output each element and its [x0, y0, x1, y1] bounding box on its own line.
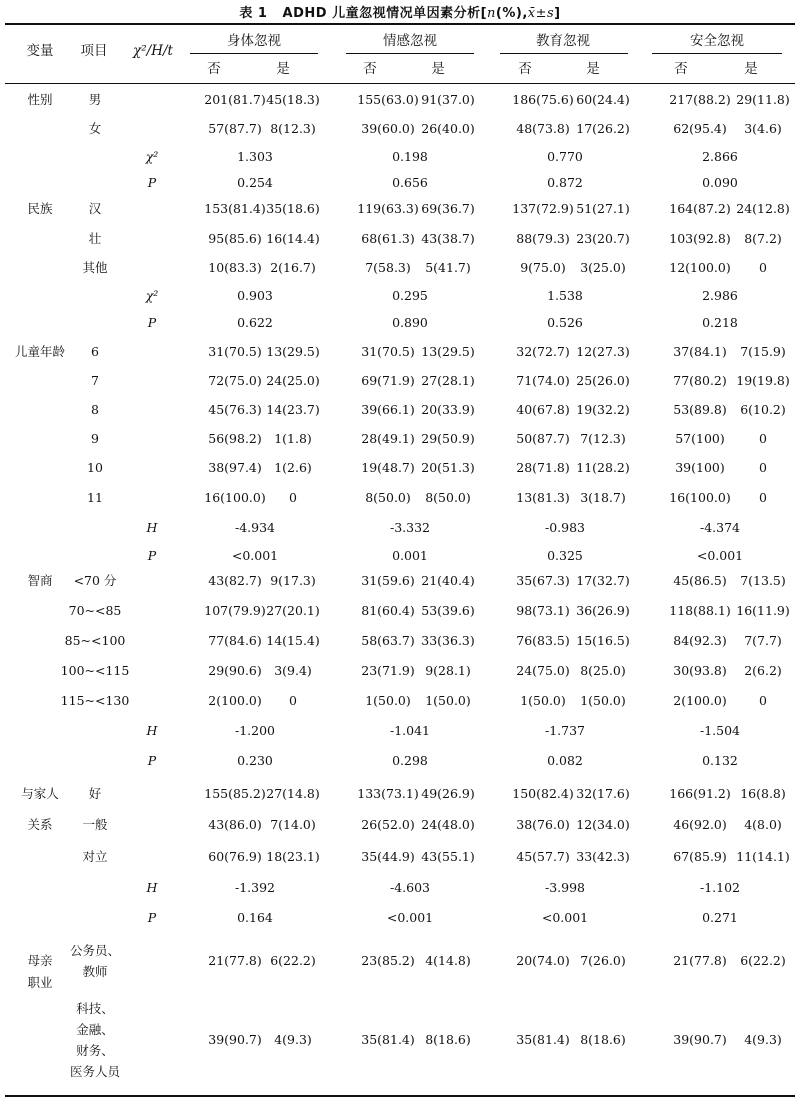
table-cell: 16(11.9): [736, 603, 790, 618]
table-cell: 48(73.8): [516, 121, 570, 136]
header-group-physical: 身体忽视: [227, 33, 281, 49]
table-cell: 21(77.8): [673, 953, 727, 968]
table-cell: 0: [759, 260, 767, 275]
table-cell: 43(55.1): [421, 849, 475, 864]
stat-value: 0.164: [237, 910, 273, 925]
table-cell: 81(60.4): [361, 603, 415, 618]
table-cell: 1(50.0): [520, 693, 566, 708]
table-cell: 53(39.6): [421, 603, 475, 618]
table-cell: 27(28.1): [421, 373, 475, 388]
stat-label: H: [146, 520, 158, 535]
table-cell: 24(25.0): [266, 373, 320, 388]
table-cell: 35(81.4): [516, 1032, 570, 1047]
item-label: 财务、: [76, 1043, 114, 1058]
table-cell: 21(40.4): [421, 573, 475, 588]
table-cell: 164(87.2): [669, 201, 731, 216]
table-cell: 88(79.3): [516, 231, 570, 246]
table-cell: 46(92.0): [673, 817, 727, 832]
stat-value: 2.986: [702, 288, 738, 303]
stat-value: -1.737: [544, 723, 586, 738]
table-cell: 38(97.4): [208, 460, 262, 475]
item-label: 100~<115: [60, 663, 130, 678]
table-cell: 28(71.8): [516, 460, 570, 475]
table-cell: 12(100.0): [669, 260, 731, 275]
table-cell: 7(15.9): [740, 344, 786, 359]
table-cell: 19(19.8): [736, 373, 790, 388]
variable-label: 智商: [27, 573, 53, 588]
header-no-4: 否: [674, 61, 688, 77]
top-rule: [5, 23, 795, 25]
item-label: 70~<85: [68, 603, 122, 618]
stat-value: 0.298: [392, 753, 428, 768]
table-cell: 60(24.4): [576, 92, 630, 107]
header-group-safety: 安全忽视: [690, 33, 744, 49]
caption-pct: (%),: [495, 6, 528, 21]
table-cell: 31(70.5): [361, 344, 415, 359]
table-cell: 17(32.7): [576, 573, 630, 588]
table-cell: 27(14.8): [266, 786, 320, 801]
stat-label: P: [147, 315, 157, 330]
table-cell: 31(70.5): [208, 344, 262, 359]
item-label: 对立: [82, 849, 108, 864]
table-cell: 16(100.0): [204, 490, 266, 505]
bottom-rule: [5, 1095, 795, 1097]
stat-value: 0.890: [392, 315, 428, 330]
group-rule-1: [190, 53, 318, 54]
item-label: 男: [88, 92, 102, 107]
table-cell: 29(50.9): [421, 431, 475, 446]
table-cell: 31(59.6): [361, 573, 415, 588]
item-label: 6: [91, 344, 99, 359]
header-variable: 变量: [26, 43, 54, 59]
item-label: 金融、: [76, 1022, 114, 1037]
table-cell: 3(18.7): [580, 490, 626, 505]
table-cell: 35(67.3): [516, 573, 570, 588]
item-label: 8: [91, 402, 99, 417]
table-cell: 0: [759, 693, 767, 708]
table-cell: 7(58.3): [365, 260, 411, 275]
table-cell: 13(29.5): [421, 344, 475, 359]
table-cell: 26(40.0): [421, 121, 475, 136]
table-cell: 69(36.7): [421, 201, 475, 216]
table-cell: 38(76.0): [516, 817, 570, 832]
variable-label: 儿童年龄: [14, 344, 66, 359]
table-cell: 137(72.9): [512, 201, 574, 216]
header-rule: [5, 83, 795, 84]
table-cell: 45(86.5): [673, 573, 727, 588]
group-rule-4: [652, 53, 782, 54]
stat-label: χ²: [145, 288, 159, 303]
table-cell: 4(14.8): [425, 953, 471, 968]
table-cell: 69(71.9): [361, 373, 415, 388]
table-cell: 19(48.7): [361, 460, 415, 475]
table-cell: 2(100.0): [673, 693, 727, 708]
variable-label: 职业: [27, 975, 53, 990]
table-cell: 217(88.2): [669, 92, 731, 107]
stat-value: 0.271: [702, 910, 738, 925]
table-cell: 1(1.8): [274, 431, 312, 446]
item-label: <70 分: [73, 573, 117, 588]
header-no-3: 否: [518, 61, 532, 77]
item-label: 教师: [82, 964, 108, 979]
stat-label: P: [147, 753, 157, 768]
table-cell: 2(16.7): [270, 260, 316, 275]
stat-value: 1.538: [547, 288, 583, 303]
table-cell: 103(92.8): [669, 231, 731, 246]
table-cell: 6(22.2): [740, 953, 786, 968]
stat-value: -3.998: [544, 880, 586, 895]
variable-label: 母亲: [27, 953, 53, 968]
stat-label: H: [146, 723, 158, 738]
item-label: 医务人员: [69, 1064, 121, 1079]
table-cell: 35(44.9): [361, 849, 415, 864]
item-label: 一般: [82, 817, 108, 832]
table-cell: 45(18.3): [266, 92, 320, 107]
table-cell: 9(75.0): [520, 260, 566, 275]
table-cell: 91(37.0): [421, 92, 475, 107]
variable-label: 关系: [27, 817, 53, 832]
table-cell: 9(28.1): [425, 663, 471, 678]
group-rule-3: [500, 53, 628, 54]
table-cell: 33(36.3): [421, 633, 475, 648]
table-cell: 67(85.9): [673, 849, 727, 864]
table-cell: 43(82.7): [208, 573, 262, 588]
table-caption: ADHD 儿童忽视情况单因素分析[: [282, 6, 488, 21]
table-cell: 30(93.8): [673, 663, 727, 678]
table-cell: 17(26.2): [576, 121, 630, 136]
item-label: 115~<130: [60, 693, 130, 708]
table-cell: 107(79.9): [204, 603, 266, 618]
table-cell: 43(38.7): [421, 231, 475, 246]
table-cell: 24(12.8): [736, 201, 790, 216]
table-cell: 155(85.2): [204, 786, 266, 801]
stat-value: -1.392: [234, 880, 276, 895]
stat-label: P: [147, 175, 157, 190]
table-cell: 1(50.0): [365, 693, 411, 708]
table-cell: 37(84.1): [673, 344, 727, 359]
table-cell: 98(73.1): [516, 603, 570, 618]
table-cell: 16(100.0): [669, 490, 731, 505]
stat-value: <0.001: [541, 910, 589, 925]
item-label: 壮: [88, 231, 102, 246]
item-label: 85~<100: [64, 633, 126, 648]
table-cell: 39(66.1): [361, 402, 415, 417]
caption-mean-sd: x̄±s: [527, 6, 555, 21]
table-cell: 32(17.6): [576, 786, 630, 801]
item-label: 好: [88, 786, 102, 801]
stat-value: 0.526: [547, 315, 583, 330]
stat-value: <0.001: [231, 548, 279, 563]
stat-value: 0.622: [237, 315, 273, 330]
table-cell: 8(7.2): [744, 231, 782, 246]
table-cell: 14(23.7): [266, 402, 320, 417]
stat-label: χ²: [145, 149, 159, 164]
table-cell: 26(52.0): [361, 817, 415, 832]
table-cell: 11(14.1): [736, 849, 790, 864]
table-cell: 0: [289, 693, 297, 708]
stat-value: -1.200: [234, 723, 276, 738]
item-label: 9: [91, 431, 99, 446]
table-cell: 7(12.3): [580, 431, 626, 446]
header-yes-1: 是: [276, 61, 290, 77]
table-cell: 76(83.5): [516, 633, 570, 648]
table-cell: 21(77.8): [208, 953, 262, 968]
table-cell: 8(12.3): [270, 121, 316, 136]
table-cell: 13(29.5): [266, 344, 320, 359]
table-cell: 8(50.0): [425, 490, 471, 505]
table-cell: 16(8.8): [740, 786, 786, 801]
stat-value: 0.656: [392, 175, 428, 190]
table-cell: 0: [759, 460, 767, 475]
item-label: 其他: [82, 260, 108, 275]
stat-value: -3.332: [389, 520, 431, 535]
item-label: 公务员、: [69, 943, 121, 958]
table-cell: 0: [759, 431, 767, 446]
table-cell: 29(11.8): [736, 92, 790, 107]
header-yes-2: 是: [431, 61, 445, 77]
table-cell: 84(92.3): [673, 633, 727, 648]
stat-value: -4.934: [234, 520, 276, 535]
table-cell: 8(25.0): [580, 663, 626, 678]
table-cell: 1(50.0): [425, 693, 471, 708]
table-cell: 24(75.0): [516, 663, 570, 678]
stat-label: H: [146, 880, 158, 895]
stat-value: 0.903: [237, 288, 273, 303]
item-label: 科技、: [76, 1001, 114, 1016]
table-cell: 35(81.4): [361, 1032, 415, 1047]
stat-value: 0.001: [392, 548, 428, 563]
table-cell: 53(89.8): [673, 402, 727, 417]
stat-value: -4.603: [389, 880, 431, 895]
table-cell: 7(26.0): [580, 953, 626, 968]
table-cell: 71(74.0): [516, 373, 570, 388]
table-cell: 51(27.1): [576, 201, 630, 216]
table-cell: 186(75.6): [512, 92, 574, 107]
table-cell: 1(2.6): [274, 460, 312, 475]
table-cell: 72(75.0): [208, 373, 262, 388]
variable-label: 民族: [27, 201, 53, 216]
table-cell: 10(83.3): [208, 260, 262, 275]
table-cell: 62(95.4): [673, 121, 727, 136]
table-cell: 23(71.9): [361, 663, 415, 678]
table-cell: 45(76.3): [208, 402, 262, 417]
header-item: 项目: [80, 43, 108, 59]
table-cell: 49(26.9): [421, 786, 475, 801]
table-cell: 95(85.6): [208, 231, 262, 246]
table-cell: 20(33.9): [421, 402, 475, 417]
table-cell: 8(50.0): [365, 490, 411, 505]
variable-label: 与家人: [21, 786, 59, 801]
table-cell: 8(18.6): [425, 1032, 471, 1047]
table-cell: 9(17.3): [270, 573, 316, 588]
table-cell: 57(87.7): [208, 121, 262, 136]
stat-value: 2.866: [702, 149, 738, 164]
stat-value: -0.983: [544, 520, 586, 535]
table-cell: 43(86.0): [208, 817, 262, 832]
table-cell: 23(85.2): [361, 953, 415, 968]
header-no-2: 否: [363, 61, 377, 77]
table-cell: 57(100): [675, 431, 725, 446]
table-cell: 56(98.2): [208, 431, 262, 446]
table-cell: 12(27.3): [576, 344, 630, 359]
stat-value: 0.090: [702, 175, 738, 190]
item-label: 汉: [88, 201, 102, 216]
table-cell: 27(20.1): [266, 603, 320, 618]
table-cell: 45(57.7): [516, 849, 570, 864]
table-cell: 118(88.1): [669, 603, 731, 618]
table-cell: 18(23.1): [266, 849, 320, 864]
table-cell: 25(26.0): [576, 373, 630, 388]
table-cell: 8(18.6): [580, 1032, 626, 1047]
table-cell: 4(8.0): [744, 817, 782, 832]
table-cell: 35(18.6): [266, 201, 320, 216]
table-cell: 6(10.2): [740, 402, 786, 417]
table-cell: 133(73.1): [357, 786, 419, 801]
stat-value: 0.082: [547, 753, 583, 768]
header-stat: χ²/H/t: [133, 43, 173, 59]
table-cell: 19(32.2): [576, 402, 630, 417]
group-rule-2: [346, 53, 474, 54]
stat-value: <0.001: [386, 910, 434, 925]
stat-value: -1.102: [699, 880, 741, 895]
table-cell: 2(100.0): [208, 693, 262, 708]
table-cell: 166(91.2): [669, 786, 731, 801]
header-group-education: 教育忽视: [536, 33, 590, 49]
table-cell: 119(63.3): [357, 201, 419, 216]
table-cell: 7(13.5): [740, 573, 786, 588]
stat-value: 0.132: [702, 753, 738, 768]
table-cell: 3(9.4): [274, 663, 312, 678]
table-cell: 29(90.6): [208, 663, 262, 678]
table-cell: 40(67.8): [516, 402, 570, 417]
stat-value: 0.325: [547, 548, 583, 563]
table-label: 表 1: [239, 6, 268, 21]
item-label: 女: [88, 121, 102, 136]
table-cell: 24(48.0): [421, 817, 475, 832]
table-cell: 28(49.1): [361, 431, 415, 446]
table-cell: 58(63.7): [361, 633, 415, 648]
stat-value: 0.872: [547, 175, 583, 190]
stat-value: 0.770: [547, 149, 583, 164]
table-cell: 39(90.7): [673, 1032, 727, 1047]
stat-value: -1.041: [389, 723, 431, 738]
stat-label: P: [147, 910, 157, 925]
table-cell: 3(25.0): [580, 260, 626, 275]
stat-value: 0.198: [392, 149, 428, 164]
table-cell: 1(50.0): [580, 693, 626, 708]
stat-value: 0.230: [237, 753, 273, 768]
table-cell: 6(22.2): [270, 953, 316, 968]
caption-n: n: [487, 6, 496, 21]
header-no-1: 否: [207, 61, 221, 77]
table-cell: 15(16.5): [576, 633, 630, 648]
table-cell: 68(61.3): [361, 231, 415, 246]
item-label: 10: [87, 460, 103, 475]
table-cell: 2(6.2): [744, 663, 782, 678]
stat-value: 1.303: [237, 149, 273, 164]
table-cell: 150(82.4): [512, 786, 574, 801]
header-yes-3: 是: [586, 61, 600, 77]
table-cell: 33(42.3): [576, 849, 630, 864]
header-group-emotional: 情感忽视: [383, 33, 437, 49]
stat-value: -1.504: [699, 723, 741, 738]
item-label: 7: [91, 373, 99, 388]
table-cell: 11(28.2): [576, 460, 630, 475]
table-cell: 4(9.3): [274, 1032, 312, 1047]
table-cell: 50(87.7): [516, 431, 570, 446]
stat-value: <0.001: [696, 548, 744, 563]
table-cell: 32(72.7): [516, 344, 570, 359]
table-cell: 39(60.0): [361, 121, 415, 136]
table-cell: 5(41.7): [425, 260, 471, 275]
stat-value: 0.254: [237, 175, 273, 190]
stat-value: -4.374: [699, 520, 741, 535]
table-cell: 20(51.3): [421, 460, 475, 475]
table-cell: 77(84.6): [208, 633, 262, 648]
table-cell: 155(63.0): [357, 92, 419, 107]
table-cell: 14(15.4): [266, 633, 320, 648]
table-cell: 0: [759, 490, 767, 505]
header-yes-4: 是: [744, 61, 758, 77]
table-cell: 4(9.3): [744, 1032, 782, 1047]
stat-label: P: [147, 548, 157, 563]
item-label: 11: [87, 490, 103, 505]
table-cell: 60(76.9): [208, 849, 262, 864]
table-cell: 77(80.2): [673, 373, 727, 388]
table-cell: 201(81.7): [204, 92, 266, 107]
table-cell: 20(74.0): [516, 953, 570, 968]
table-cell: 7(14.0): [270, 817, 316, 832]
table-title: [0, 2, 800, 21]
stat-value: 0.218: [702, 315, 738, 330]
variable-label: 性别: [27, 92, 53, 107]
table-cell: 23(20.7): [576, 231, 630, 246]
table-cell: 3(4.6): [744, 121, 782, 136]
stat-value: 0.295: [392, 288, 428, 303]
table-cell: 153(81.4): [204, 201, 266, 216]
caption-close: ]: [554, 6, 561, 21]
table-cell: 36(26.9): [576, 603, 630, 618]
table-cell: 12(34.0): [576, 817, 630, 832]
table-cell: 39(100): [675, 460, 725, 475]
table-cell: 13(81.3): [516, 490, 570, 505]
table-cell: 39(90.7): [208, 1032, 262, 1047]
table-cell: 16(14.4): [266, 231, 320, 246]
table-cell: 0: [289, 490, 297, 505]
table-cell: 7(7.7): [744, 633, 782, 648]
